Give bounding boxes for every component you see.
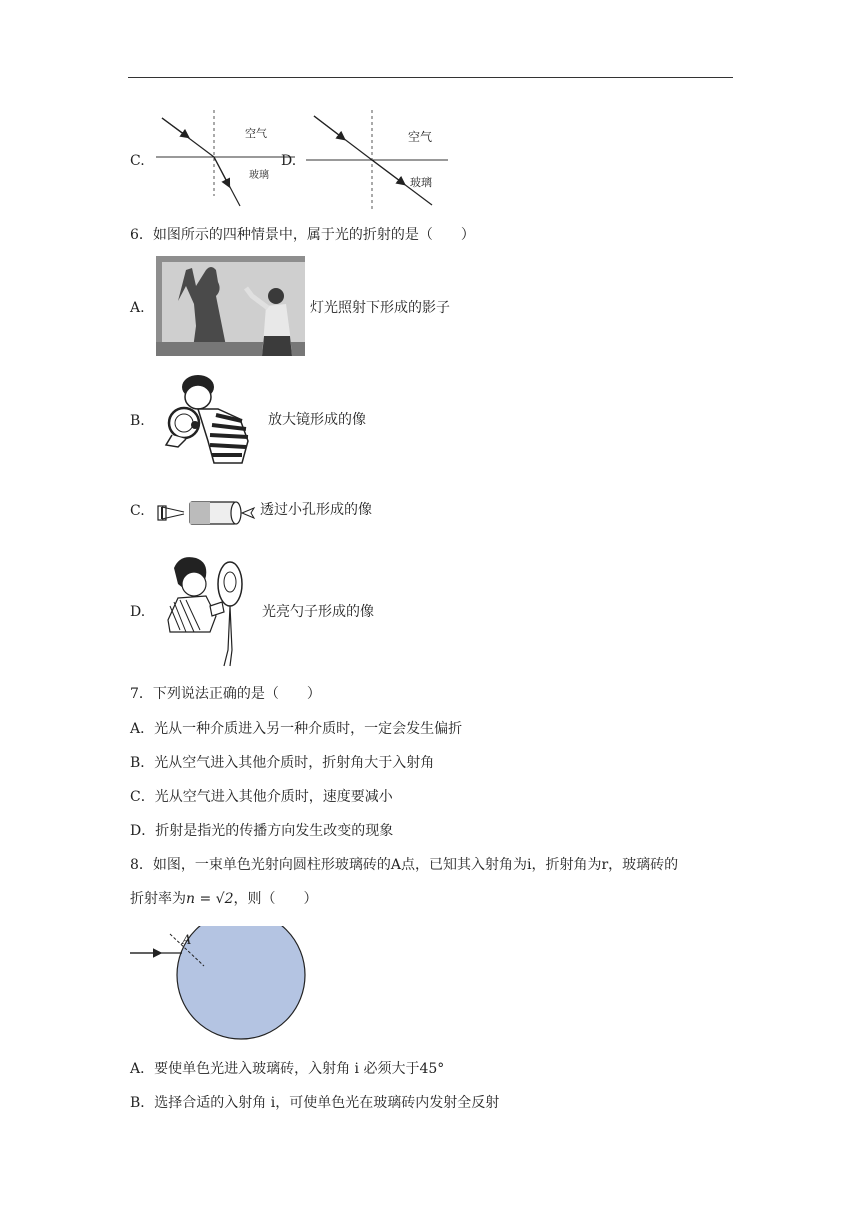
incident-arrow <box>314 116 344 139</box>
air-label: 空气 <box>245 127 267 140</box>
header-rule <box>128 77 733 78</box>
q8-stem-suffix: ，则（ ） <box>233 891 318 907</box>
glass-label: 玻璃 <box>410 176 432 189</box>
air-label: 空气 <box>408 130 433 144</box>
q6-option-d-letter: D. <box>130 604 146 620</box>
pinhole-camera-figure <box>156 498 258 528</box>
q7-option-d: D．折射是指光的传播方向发生改变的现象 <box>130 823 394 839</box>
glass-label: 玻璃 <box>249 170 269 181</box>
q5-option-c-letter: C. <box>130 153 145 169</box>
q8-option-a: A．要使单色光进入玻璃砖，入射角 i 必须大于45° <box>130 1061 445 1077</box>
q6-option-a-letter: A. <box>130 300 145 316</box>
q5-option-d-letter: D. <box>281 153 297 169</box>
q8-stem-line1: 8．如图，一束单色光射向圆柱形玻璃砖的A点，已知其入射角为i，折射角为r，玻璃砖的 <box>130 857 679 873</box>
q6-option-b-caption: 放大镜形成的像 <box>268 412 366 428</box>
q6-option-c-letter: C. <box>130 503 145 519</box>
shadow-photo <box>156 256 305 356</box>
q6-option-a-caption: 灯光照射下形成的影子 <box>310 300 450 316</box>
q8-formula: n = √2 <box>186 891 234 907</box>
q6-stem: 6．如图所示的四种情景中，属于光的折射的是（ ） <box>130 227 475 243</box>
q6-option-b-letter: B. <box>130 413 145 429</box>
q6-option-d-caption: 光亮勺子形成的像 <box>262 604 374 620</box>
incident-arrow <box>162 118 188 137</box>
refracted-arrow <box>214 157 229 186</box>
refracted-arrow <box>372 160 404 184</box>
q7-option-b: B．光从空气进入其他介质时，折射角大于入射角 <box>130 755 435 771</box>
q5-option-d-diagram <box>300 110 450 210</box>
q5-option-c-diagram <box>150 110 300 210</box>
q7-option-c: C．光从空气进入其他介质时，速度要减小 <box>130 789 393 805</box>
magnifier-figure <box>162 371 250 465</box>
q8-stem-prefix: 折射率为 <box>130 891 186 907</box>
q7-stem: 7．下列说法正确的是（ ） <box>130 686 321 702</box>
spoon-figure <box>166 550 248 668</box>
q8-option-b: B．选择合适的入射角 i，可使单色光在玻璃砖内发射全反射 <box>130 1095 500 1111</box>
point-a-label: A <box>182 933 192 948</box>
q7-option-a: A．光从一种介质进入另一种介质时，一定会发生偏折 <box>130 721 463 737</box>
q8-stem-line2 <box>130 890 317 908</box>
q6-option-c-caption: 透过小孔形成的像 <box>260 502 372 518</box>
glass-cylinder <box>177 926 305 1039</box>
q8-cylinder-diagram <box>128 926 308 1046</box>
